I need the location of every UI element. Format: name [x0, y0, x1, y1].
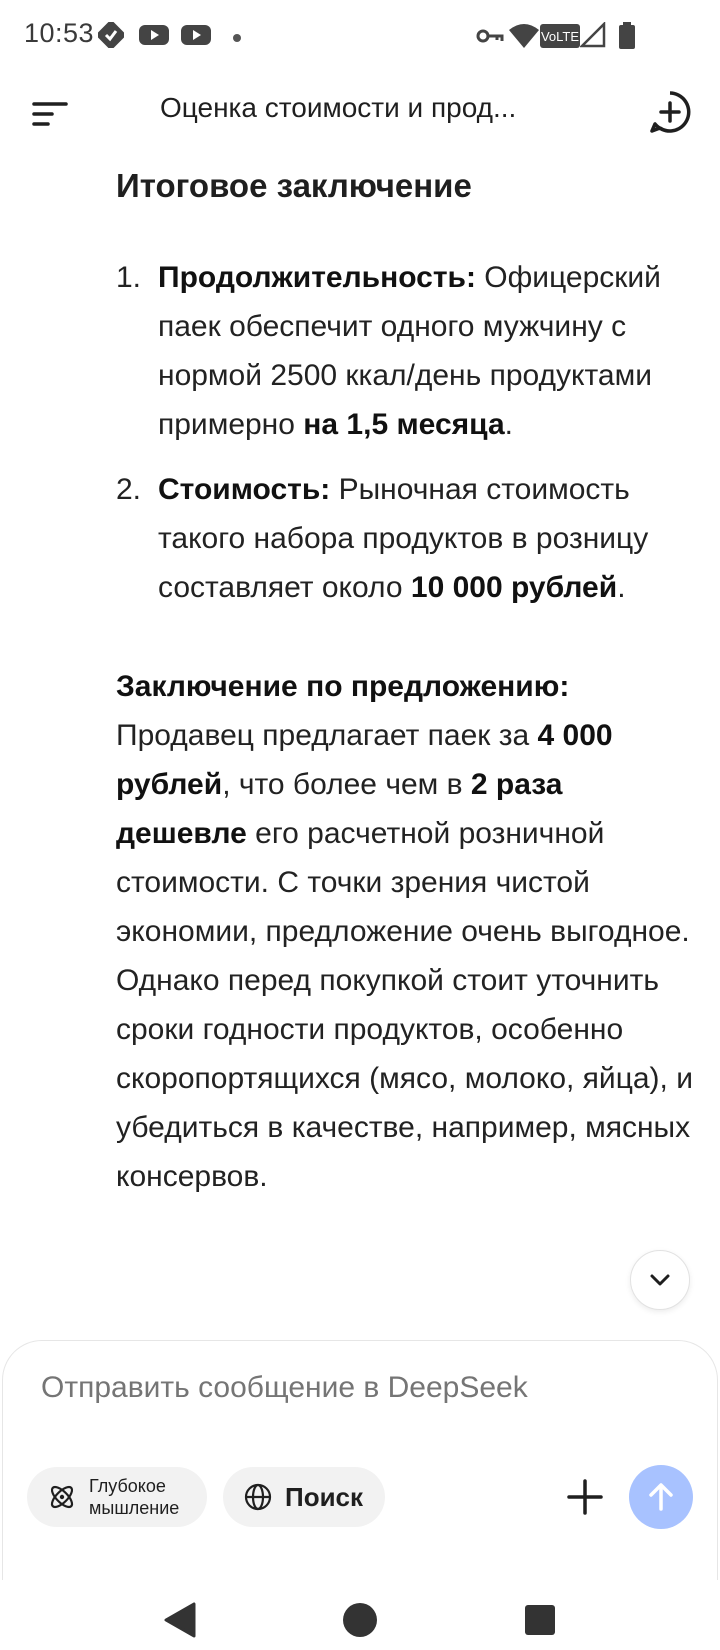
globe-icon — [243, 1482, 273, 1512]
atom-icon — [47, 1482, 77, 1512]
assistant-message — [116, 152, 696, 1201]
conclusion-highlight: 4 000 рублей — [116, 719, 613, 801]
menu-button[interactable] — [26, 88, 74, 136]
list-item — [116, 465, 696, 612]
back-triangle-icon — [160, 1600, 200, 1640]
dot-icon — [232, 30, 242, 48]
list-number: 2. — [116, 473, 142, 506]
conclusion-text: , что более чем в — [222, 768, 471, 801]
recents-button[interactable] — [522, 1602, 558, 1643]
conclusion-highlight: 2 раза дешевле — [116, 768, 563, 850]
conclusion-text: Продавец предлагает паек за — [116, 719, 538, 752]
section-heading: Итоговое заключение — [116, 167, 472, 204]
svg-text:VoLTE: VoLTE — [540, 29, 580, 44]
youtube-icon — [138, 22, 170, 53]
plus-icon — [559, 1471, 611, 1523]
item-label: Продолжительность: — [158, 261, 476, 294]
message-input[interactable] — [41, 1371, 641, 1405]
search-label: Поиск — [285, 1481, 364, 1512]
recents-square-icon — [522, 1602, 558, 1638]
signal-icon — [580, 22, 606, 53]
item-label: Стоимость: — [158, 473, 331, 506]
chevron-down-icon — [646, 1266, 674, 1294]
item-text: Офицерский паек обеспечит одного мужчину с нормой 2500 ккал/день продуктами примерно — [158, 261, 661, 441]
volte-icon — [540, 24, 580, 53]
conclusion-text: его расчетной розничной стоимости. С точки зрения чистой экономии, предложение очень выгодное. Однако перед покупкой стоит уточнить сроки годности продуктов, особенно скоропортящихся (мясо, молоко, яйца), и убедиться в качестве, например, мясных консервов. — [116, 817, 693, 1193]
attach-button[interactable] — [559, 1471, 611, 1523]
item-text: . — [617, 571, 626, 604]
list-item — [116, 253, 696, 449]
arrow-up-icon — [643, 1479, 679, 1515]
numbered-list — [116, 253, 696, 612]
deep-think-label: Глубокое мышление — [89, 1476, 180, 1518]
youtube-icon — [180, 22, 212, 53]
item-highlight: на 1,5 месяца — [303, 408, 505, 441]
chat-title[interactable]: Оценка стоимости и прод... — [160, 92, 517, 123]
home-circle-icon — [340, 1600, 380, 1640]
wifi-icon — [508, 22, 540, 55]
status-bar — [0, 0, 720, 72]
search-toggle[interactable] — [223, 1467, 385, 1527]
back-button[interactable] — [160, 1600, 200, 1645]
item-highlight: 10 000 рублей — [410, 571, 618, 604]
system-nav-bar — [0, 1580, 720, 1650]
battery-icon — [618, 22, 636, 55]
item-text: Рыночная стоимость такого набора продуктов в розницу составляет около — [158, 473, 649, 604]
app-header — [0, 72, 720, 152]
deep-think-toggle[interactable] — [27, 1467, 207, 1527]
conclusion-paragraph — [116, 662, 696, 1201]
new-chat-button[interactable] — [646, 88, 694, 136]
send-button[interactable] — [629, 1465, 693, 1529]
home-button[interactable] — [340, 1600, 380, 1645]
message-composer — [2, 1340, 718, 1580]
item-text: . — [504, 408, 513, 441]
new-chat-icon — [646, 88, 694, 136]
list-number: 1. — [116, 261, 142, 294]
status-time: 10:53 — [24, 18, 95, 48]
scroll-down-button[interactable] — [630, 1250, 690, 1310]
app-notification-icon — [98, 22, 124, 53]
menu-icon — [26, 88, 74, 136]
conclusion-label: Заключение по предложению: — [116, 670, 570, 703]
vpn-key-icon — [476, 26, 504, 51]
